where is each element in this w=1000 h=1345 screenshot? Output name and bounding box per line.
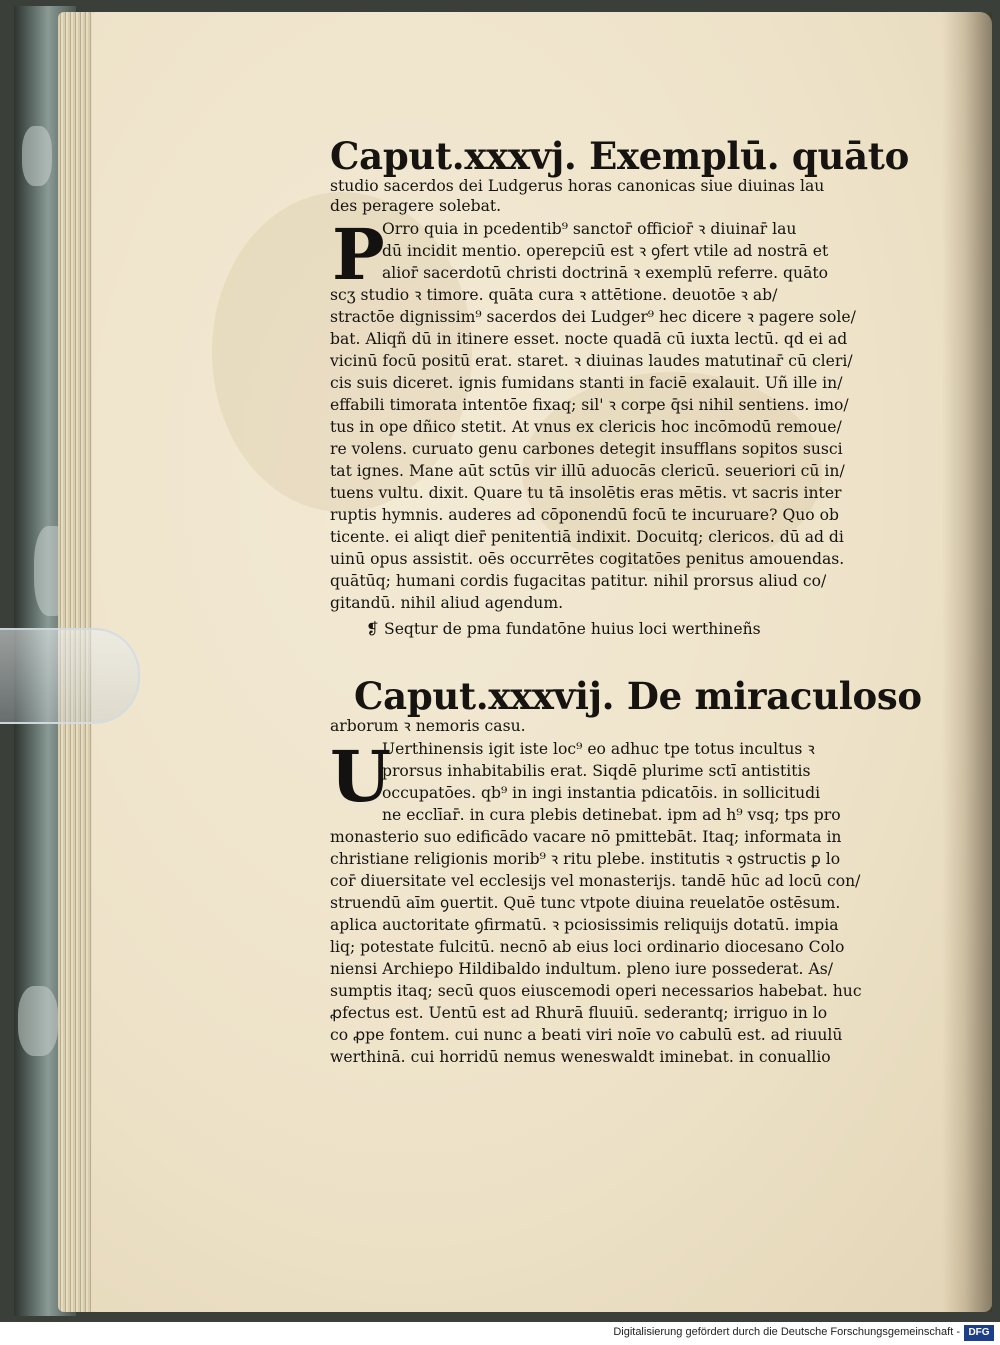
body-line: effabili timorata intentōe fixaq; sil' ꝛ corpe q̄si nihil sentiens. imo/ <box>330 396 849 414</box>
page-gutter-shadow <box>942 12 992 1312</box>
body-line: christiane religionis morib⁹ ꝛ ritu plebe. institutis ꝛ ꝯstructis ꝑ lo <box>330 850 841 868</box>
scanner-clip <box>0 628 140 724</box>
chapter-36-subtitle-line: studio sacerdos dei Ludgerus horas canonicas siue diuinas lau <box>330 177 825 195</box>
chapter-36-subtitle-line: des peragere solebat. <box>330 197 502 215</box>
rubric-line: ❡ Seqtur de pma fundatōne huius loci werthineñs <box>366 620 761 638</box>
chapter-37-heading: Caput.xxxvij. De miraculoso <box>354 674 922 718</box>
chapter-37-body <box>330 735 890 1068</box>
drop-cap-u: U <box>330 735 392 818</box>
body-line: niensi Archiepo Hildibaldo indultum. pleno iure possederat. As/ <box>330 960 833 978</box>
chapter-37-subtitle: arborum ꝛ nemoris casu. <box>330 717 526 735</box>
body-line: alior̄ sacerdotū christi doctrinā ꝛ exemplū referre. quāto <box>382 264 829 282</box>
chapter-36-body <box>330 213 890 614</box>
body-line: stractōe dignissim⁹ sacerdos dei Ludger⁹ hec dicere ꝛ pagere sole/ <box>330 308 856 326</box>
body-line: monasterio suo edificādo vacare nō pmittebāt. Itaq; informata in <box>330 828 842 846</box>
body-line: aplica auctoritate ꝯfirmatū. ꝛ pciosissimis reliquijs dotatū. impia <box>330 916 839 934</box>
body-line: prorsus inhabitabilis erat. Siqdē plurime sctī antistitis <box>382 762 811 780</box>
body-line: liq; potestate fulcitū. necnō ab eius loci ordinario diocesano Colo <box>330 938 845 956</box>
chapter-36 <box>330 134 909 640</box>
body-line: sumptis itaq; secū quos eiuscemodi operi necessarios habebat. huc <box>330 982 862 1000</box>
chapter-37 <box>330 674 922 1068</box>
body-line: Orro quia in pcedentib⁹ sanctor̄ officior̄ ꝛ diuinar̄ lau <box>382 220 797 238</box>
body-line: cis suis diceret. ignis fumidans stanti in faciē exalauit. Uñ ille in/ <box>330 374 843 392</box>
body-line: uinū opus assistit. oēs occurrētes cogitatōes penitus amouendas. <box>330 550 845 568</box>
body-line: ticente. ei aliqt dier̄ penitentiā indixit. Docuitq; clericos. dū ad di <box>330 528 844 546</box>
drop-cap-p: P <box>332 213 385 296</box>
cover-wear-spot <box>18 986 58 1056</box>
body-line: tuens vultu. dixit. Quare tu tā insolētis eras mētis. vt sacris inter <box>330 484 842 502</box>
chapter-36-heading: Caput.xxxvj. Exemplū. quāto <box>330 134 909 178</box>
body-line: cor̄ diuersitate vel ecclesijs vel monasterijs. tandē hūc ad locū con/ <box>330 872 861 890</box>
body-line: vicinū focū positū erat. staret. ꝛ diuinas laudes matutinar̄ cū cleri/ <box>330 352 853 370</box>
body-line: werthinā. cui horridū nemus weneswaldt iminebat. in conuallio <box>330 1048 831 1066</box>
body-line: scʒ studio ꝛ timore. quāta cura ꝛ attētione. deuotōe ꝛ ab/ <box>330 286 778 304</box>
body-line: ꝓfectus est. Uentū est ad Rhurā fluuiū. sederantq; irriguo in lo <box>330 1004 828 1022</box>
body-line: bat. Aliqñ dū in itinere esset. nocte quadā cū iuxta lectū. qd ei ad <box>330 330 848 348</box>
dfg-logo-icon[interactable]: DFG <box>964 1325 994 1341</box>
footer-bar <box>0 1322 1000 1345</box>
body-line: co ꝓpe fontem. cui nunc a beati viri noīe vo cabulū est. ad riuulū <box>330 1026 843 1044</box>
body-line: ruptis hymnis. auderes ad cōponendū focū te incuruare? Quo ob <box>330 506 839 524</box>
body-line: struendū aīm ꝯuertit. Quē tunc vtpote diuina reuelatōe ostēsum. <box>330 894 841 912</box>
body-line: dū incidit mentio. operepciū est ꝛ ꝯfert vtile ad nostrā et <box>382 242 829 260</box>
body-line: tus in ope dñico stetit. At vnus ex clericis hoc incōmodū remoue/ <box>330 418 842 436</box>
cover-wear-spot <box>22 126 52 186</box>
body-line: re volens. curuato genu carbones detegit insufflans sopitos susci <box>330 440 843 458</box>
body-line: quātūq; humani cordis fugacitas patitur. nihil prorsus aliud co/ <box>330 572 827 590</box>
funding-credit: Digitalisierung gefördert durch die Deutsche Forschungsgemeinschaft - <box>613 1326 960 1338</box>
body-line: ne ecclīar̄. in cura plebis detinebat. ipm ad h⁹ vsq; tps pro <box>382 806 841 824</box>
body-line: tat ignes. Mane aūt sctūs vir illū aduocās clericū. seueriori cū in/ <box>330 462 845 480</box>
body-line: gitandū. nihil aliud agendum. <box>330 594 564 612</box>
body-line: occupatōes. qb⁹ in ingi instantia pdicatōis. in sollicitudi <box>382 784 821 802</box>
body-line: Uerthinensis igit iste loc⁹ eo adhuc tpe totus incultus ꝛ <box>382 740 815 758</box>
